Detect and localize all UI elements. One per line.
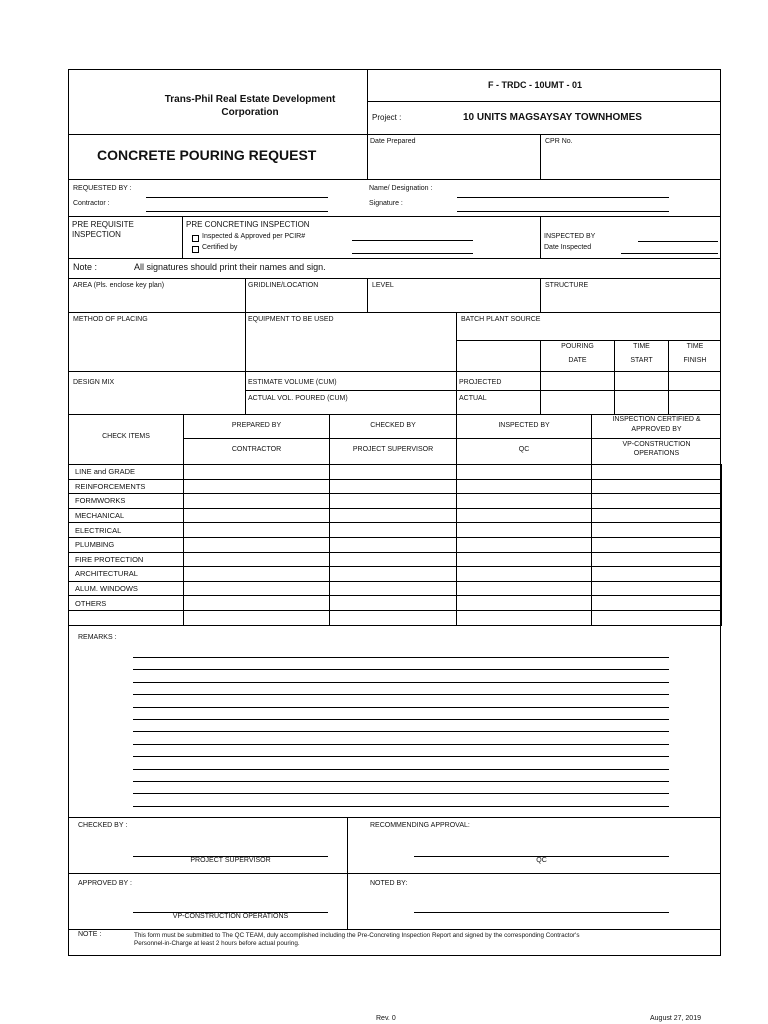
remarks-line[interactable] [133, 707, 669, 708]
note-text: All signatures should print their names and sign. [134, 262, 326, 272]
divider [367, 134, 368, 179]
remarks-line[interactable] [133, 657, 669, 658]
signature-cell[interactable] [330, 494, 457, 509]
remarks-line[interactable] [133, 793, 669, 794]
inspected-by-header: INSPECTED BY [498, 422, 550, 429]
date-prepared-label: Date Prepared [370, 138, 416, 145]
pcir-checkbox[interactable] [192, 235, 199, 242]
divider [68, 929, 721, 930]
inspected-by-label: INSPECTED BY [544, 233, 596, 240]
estimate-volume-label: ESTIMATE VOLUME (CUM) [248, 379, 337, 386]
signature-cell[interactable] [592, 508, 722, 523]
signature-cell[interactable] [184, 479, 330, 494]
approved-by-label: APPROVED BY : [78, 880, 132, 887]
check-item-label: ELECTRICAL [69, 523, 184, 538]
signature-cell[interactable] [592, 552, 722, 567]
signature-label: Signature : [369, 200, 403, 207]
check-item-label: REINFORCEMENTS [69, 479, 184, 494]
divider [540, 216, 541, 258]
name-designation-label: Name/ Designation : [369, 185, 433, 192]
divider [540, 340, 541, 414]
check-item-label: ALUM. WINDOWS [69, 581, 184, 596]
signature-cell[interactable] [184, 567, 330, 582]
table-row [69, 508, 722, 523]
start-label: START [630, 357, 653, 364]
signature-cell[interactable] [592, 479, 722, 494]
divider [68, 873, 721, 874]
divider [68, 371, 721, 372]
divider [245, 312, 246, 414]
signature-cell[interactable] [457, 523, 592, 538]
divider [456, 340, 721, 341]
design-mix-label: DESIGN MIX [73, 379, 115, 386]
signature-cell[interactable] [592, 610, 722, 625]
form-code: F - TRDC - 10UMT - 01 [488, 80, 583, 90]
signature-cell[interactable] [330, 552, 457, 567]
table-row [69, 523, 722, 538]
table-row [69, 537, 722, 552]
signature-cell[interactable] [457, 494, 592, 509]
requested-by-line[interactable] [146, 197, 328, 198]
actual-volume-label: ACTUAL VOL. POURED (CUM) [248, 395, 348, 402]
divider [540, 278, 541, 312]
signature-line[interactable] [457, 211, 669, 212]
signature-cell[interactable] [330, 610, 457, 625]
checked-by-header: CHECKED BY [370, 422, 416, 429]
remarks-line[interactable] [133, 731, 669, 732]
equipment-label: EQUIPMENT TO BE USED [248, 316, 334, 323]
divider [68, 179, 721, 180]
divider [367, 101, 721, 102]
signature-cell[interactable] [457, 567, 592, 582]
finish-label: FINISH [683, 357, 707, 364]
name-designation-line[interactable] [457, 197, 669, 198]
signature-cell[interactable] [184, 610, 330, 625]
divider [245, 390, 721, 391]
signature-cell[interactable] [592, 465, 722, 480]
signature-cell[interactable] [330, 508, 457, 523]
check-item-label: LINE and GRADE [69, 465, 184, 480]
check-item-label: FIRE PROTECTION [69, 552, 184, 567]
remarks-line[interactable] [133, 719, 669, 720]
table-row [69, 479, 722, 494]
footer-note-label: NOTE : [78, 931, 102, 938]
remarks-line[interactable] [133, 806, 669, 807]
pcir-line[interactable] [352, 240, 473, 241]
pouring-label: POURING [561, 343, 594, 350]
remarks-line[interactable] [133, 756, 669, 757]
check-item-label: OTHERS [69, 596, 184, 611]
check-item-label [69, 610, 184, 625]
remarks-line[interactable] [133, 682, 669, 683]
vp-header: VP-CONSTRUCTION [622, 441, 691, 448]
certified-checkbox[interactable] [192, 246, 199, 253]
signature-cell[interactable] [330, 537, 457, 552]
project-name: 10 UNITS MAGSAYSAY TOWNHOMES [463, 112, 642, 123]
signature-cell[interactable] [330, 465, 457, 480]
remarks-line[interactable] [133, 669, 669, 670]
table-row [69, 610, 722, 625]
vp-header-2: OPERATIONS [633, 450, 680, 457]
signature-cell[interactable] [184, 537, 330, 552]
divider [182, 216, 183, 258]
divider [614, 340, 615, 414]
signature-cell[interactable] [330, 596, 457, 611]
note-label: Note : [73, 262, 98, 272]
divider [68, 278, 721, 279]
signature-cell[interactable] [457, 479, 592, 494]
revision-date: August 27, 2019 [650, 1015, 701, 1022]
divider [456, 312, 457, 414]
signature-cell[interactable] [330, 479, 457, 494]
signature-cell[interactable] [457, 465, 592, 480]
signature-cell[interactable] [330, 567, 457, 582]
table-row [69, 552, 722, 567]
signature-cell[interactable] [457, 508, 592, 523]
divider [68, 258, 721, 259]
time-start-label: TIME [633, 343, 650, 350]
remarks-line[interactable] [133, 781, 669, 782]
signature-cell[interactable] [592, 596, 722, 611]
signature-cell[interactable] [184, 596, 330, 611]
signature-cell[interactable] [457, 610, 592, 625]
level-label: LEVEL [372, 282, 394, 289]
vp-caption: VP-CONSTRUCTION OPERATIONS [172, 913, 289, 920]
signature-cell[interactable] [592, 494, 722, 509]
table-row [69, 567, 722, 582]
contractor-line[interactable] [146, 211, 328, 212]
certified-line[interactable] [352, 253, 473, 254]
project-supervisor-caption: PROJECT SUPERVISOR [190, 857, 271, 864]
noted-by-line[interactable] [414, 912, 669, 913]
certified-header-2: APPROVED BY [631, 426, 682, 433]
divider [68, 134, 721, 135]
date-inspected-label: Date Inspected [544, 244, 592, 251]
remarks-line[interactable] [133, 744, 669, 745]
table-row [69, 494, 722, 509]
prereq-label: PRE REQUISITE INSPECTION [72, 220, 134, 239]
noted-by-label: NOTED BY: [370, 880, 408, 887]
area-label: AREA (Pls. enclose key plan) [73, 282, 165, 289]
divider [367, 278, 368, 312]
table-row [69, 465, 722, 480]
contractor-header: CONTRACTOR [231, 446, 282, 453]
remarks-line[interactable] [133, 769, 669, 770]
project-label: Project : [372, 113, 402, 122]
projected-label: PROJECTED [459, 379, 502, 386]
signature-cell[interactable] [592, 567, 722, 582]
certified-label: Certified by [202, 244, 238, 251]
signature-cell[interactable] [457, 581, 592, 596]
signature-cell[interactable] [184, 465, 330, 480]
structure-label: STRUCTURE [545, 282, 589, 289]
cpr-label: CPR No. [545, 138, 573, 145]
signature-cell[interactable] [184, 508, 330, 523]
checked-by-label: CHECKED BY : [78, 822, 128, 829]
divider [68, 216, 721, 217]
divider [668, 340, 669, 414]
certified-header: INSPECTION CERTIFIED & [612, 416, 701, 423]
inspected-by-line[interactable] [638, 241, 718, 242]
date-label: DATE [568, 357, 587, 364]
requested-by-label: REQUESTED BY : [73, 185, 132, 192]
pre-concreting-heading: PRE CONCRETING INSPECTION [186, 220, 310, 229]
divider [245, 278, 246, 312]
check-item-label: PLUMBING [69, 537, 184, 552]
date-inspected-line[interactable] [621, 253, 718, 254]
divider [68, 414, 721, 415]
check-item-label: ARCHITECTURAL [69, 567, 184, 582]
divider [68, 312, 721, 313]
signature-cell[interactable] [457, 537, 592, 552]
method-label: METHOD OF PLACING [73, 316, 148, 323]
remarks-label: REMARKS : [78, 634, 117, 641]
check-item-label: FORMWORKS [69, 494, 184, 509]
qc-header: QC [518, 446, 530, 453]
signature-cell[interactable] [184, 494, 330, 509]
time-finish-label: TIME [686, 343, 704, 350]
signature-cell[interactable] [592, 581, 722, 596]
signature-cell[interactable] [592, 537, 722, 552]
signature-cell[interactable] [457, 552, 592, 567]
table-row [69, 596, 722, 611]
table-row [69, 581, 722, 596]
qc-caption: QC [536, 857, 547, 864]
recommending-label: RECOMMENDING APPROVAL: [370, 822, 470, 829]
signature-cell[interactable] [184, 581, 330, 596]
project-supervisor-header: PROJECT SUPERVISOR [352, 446, 434, 453]
batch-plant-label: BATCH PLANT SOURCE [461, 316, 541, 323]
signature-cell[interactable] [330, 523, 457, 538]
signature-cell[interactable] [184, 523, 330, 538]
revision-label: Rev. 0 [376, 1015, 396, 1022]
contractor-label: Contractor : [73, 200, 110, 207]
signature-cell[interactable] [184, 552, 330, 567]
footer-note-text-2: Personnel-in-Charge at least 2 hours before actual pouring. [134, 940, 300, 947]
actual-label: ACTUAL [459, 395, 487, 402]
signature-cell[interactable] [330, 581, 457, 596]
divider [183, 438, 721, 439]
footer-note-text-1: This form must be submitted to The QC TEAM, duly accomplished including the Pre-Concreting Inspection Report and signed by the corresponding Contractor's [134, 932, 580, 939]
signature-cell[interactable] [592, 523, 722, 538]
company-name: Trans-Phil Real Estate Development Corporation [164, 94, 336, 118]
signature-cell[interactable] [457, 596, 592, 611]
prepared-by-header: PREPARED BY [231, 422, 282, 429]
remarks-line[interactable] [133, 694, 669, 695]
check-item-label: MECHANICAL [69, 508, 184, 523]
check-items-header: CHECK ITEMS [102, 433, 150, 440]
gridline-label: GRIDLINE/LOCATION [248, 282, 319, 289]
divider [68, 817, 721, 818]
check-items-table [68, 464, 722, 626]
divider [540, 134, 541, 179]
page-title: CONCRETE POURING REQUEST [97, 147, 317, 163]
pcir-label: Inspected & Approved per PCIR# [202, 233, 306, 240]
